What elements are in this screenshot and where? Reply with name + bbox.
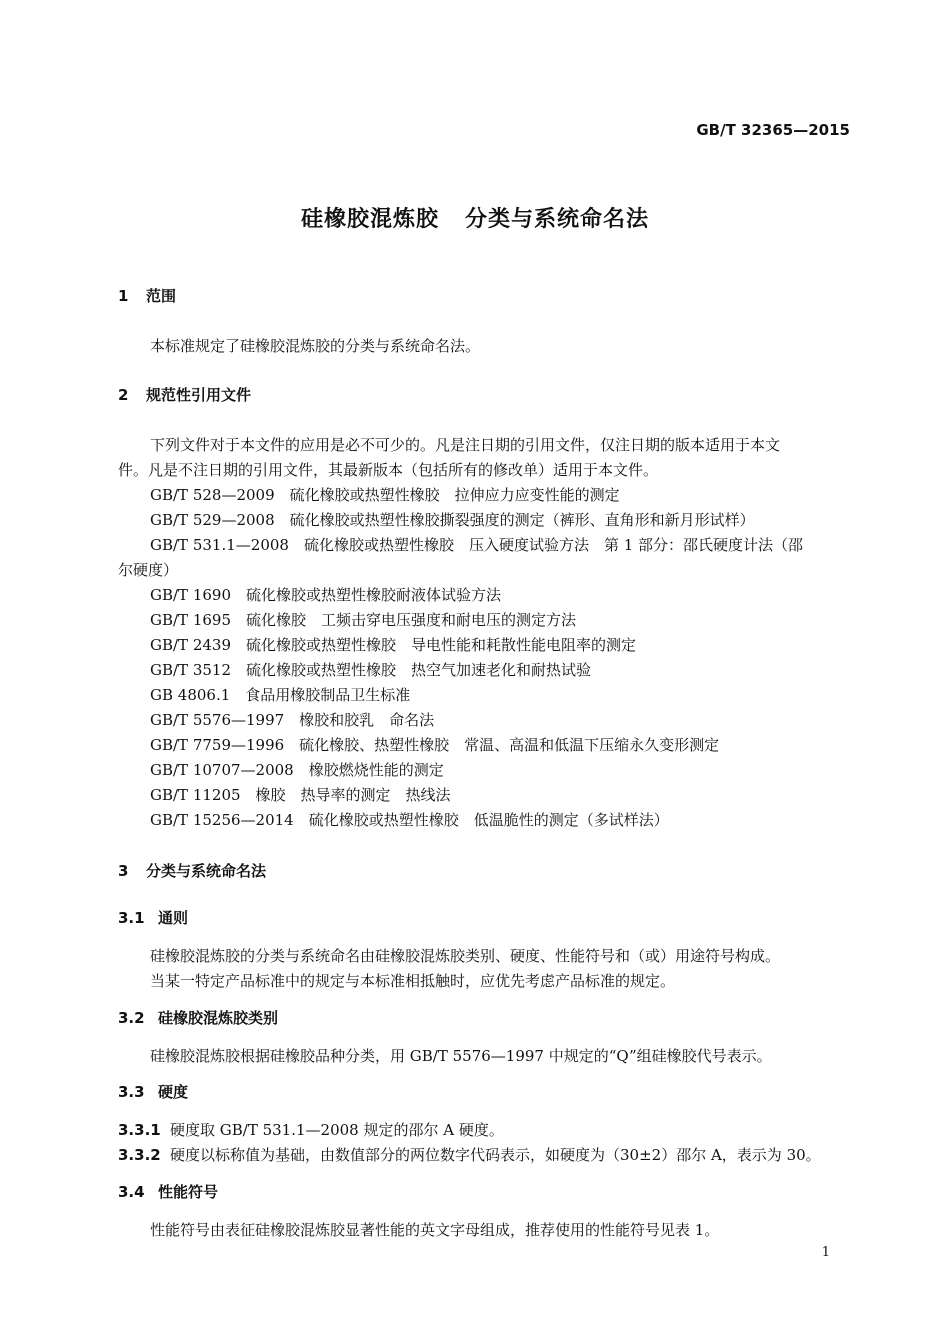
clause-3-3-2 (118, 1144, 821, 1165)
section-3-3-heading (118, 1081, 188, 1102)
section-2-intro-line2: 件。凡是不注日期的引用文件，其最新版本（包括所有的修改单）适用于本文件。 (118, 461, 659, 479)
section-3-2-title: 硅橡胶混炼胶类别 (158, 1009, 279, 1027)
reference-item: GB/T 7759—1996 硫化橡胶、热塑性橡胶 常温、高温和低温下压缩永久变形测定 (150, 736, 720, 754)
clause-3-3-1-number: 3.3.1 (118, 1121, 161, 1139)
reference-item-continuation: 尔硬度） (118, 561, 179, 579)
reference-item: GB/T 11205 橡胶 热导率的测定 热线法 (150, 786, 451, 804)
clause-3-3-2-number: 3.3.2 (118, 1146, 161, 1164)
standard-number: GB/T 32365—2015 (696, 121, 850, 139)
section-3-number: 3 (118, 862, 129, 880)
reference-item: GB/T 2439 硫化橡胶或热塑性橡胶 导电性能和耗散性能电阻率的测定 (150, 636, 637, 654)
reference-item: GB/T 531.1—2008 硫化橡胶或热塑性橡胶 压入硬度试验方法 第 1 部分：邵氏硬度计法（邵 (150, 536, 804, 554)
section-3-4-para1: 性能符号由表征硅橡胶混炼胶显著性能的英文字母组成，推荐使用的性能符号见表 1。 (150, 1221, 720, 1239)
clause-3-3-2-text: 硬度以标称值为基础，由数值部分的两位数字代码表示，如硬度为（30±2）邵尔 A，表示为 30。 (170, 1146, 821, 1164)
section-3-4-title: 性能符号 (158, 1183, 219, 1201)
section-1-number: 1 (118, 287, 129, 305)
section-3-2-para1: 硅橡胶混炼胶根据硅橡胶品种分类，用 GB/T 5576—1997 中规定的“Q”组硅橡胶代号表示。 (150, 1047, 772, 1065)
section-3-heading (118, 860, 266, 881)
section-3-1-para2: 当某一特定产品标准中的规定与本标准相抵触时，应优先考虑产品标准的规定。 (150, 972, 676, 990)
section-3-4-heading (118, 1181, 218, 1202)
reference-item: GB/T 3512 硫化橡胶或热塑性橡胶 热空气加速老化和耐热试验 (150, 661, 592, 679)
section-3-1-para1: 硅橡胶混炼胶的分类与系统命名由硅橡胶混炼胶类别、硬度、性能符号和（或）用途符号构成。 (150, 947, 781, 965)
section-1-text: 本标准规定了硅橡胶混炼胶的分类与系统命名法。 (150, 337, 481, 355)
section-1-heading (118, 285, 176, 306)
title-part2: 分类与系统命名法 (465, 207, 650, 232)
section-3-3-title: 硬度 (158, 1083, 189, 1101)
section-1-title: 范围 (146, 287, 177, 305)
reference-item: GB/T 15256—2014 硫化橡胶或热塑性橡胶 低温脆性的测定（多试样法） (150, 811, 669, 829)
reference-item: GB 4806.1 食品用橡胶制品卫生标准 (150, 686, 411, 704)
section-2-intro-line1: 下列文件对于本文件的应用是必不可少的。凡是注日期的引用文件，仅注日期的版本适用于本文 (150, 436, 781, 454)
reference-item: GB/T 528—2009 硫化橡胶或热塑性橡胶 拉伸应力应变性能的测定 (150, 486, 620, 504)
section-2-heading (118, 384, 251, 405)
section-3-3-number: 3.3 (118, 1083, 145, 1101)
reference-item: GB/T 5576—1997 橡胶和胶乳 命名法 (150, 711, 435, 729)
clause-3-3-1-text: 硬度取 GB/T 531.1—2008 规定的邵尔 A 硬度。 (170, 1121, 504, 1139)
section-3-1-heading (118, 907, 188, 928)
reference-item: GB/T 1690 硫化橡胶或热塑性橡胶耐液体试验方法 (150, 586, 502, 604)
section-3-1-title: 通则 (158, 909, 189, 927)
reference-item: GB/T 529—2008 硫化橡胶或热塑性橡胶撕裂强度的测定（裤形、直角形和新月形试样） (150, 511, 755, 529)
reference-item: GB/T 1695 硫化橡胶 工频击穿电压强度和耐电压的测定方法 (150, 611, 577, 629)
section-2-title: 规范性引用文件 (146, 386, 252, 404)
title-part1: 硅橡胶混炼胶 (300, 207, 439, 232)
section-3-1-number: 3.1 (118, 909, 145, 927)
section-3-2-number: 3.2 (118, 1009, 145, 1027)
section-3-4-number: 3.4 (118, 1183, 145, 1201)
clause-3-3-1 (118, 1119, 504, 1140)
section-3-title: 分类与系统命名法 (146, 862, 267, 880)
page-title (0, 202, 950, 233)
page-number: 1 (821, 1245, 830, 1260)
section-2-number: 2 (118, 386, 129, 404)
section-3-2-heading (118, 1007, 278, 1028)
reference-item: GB/T 10707—2008 橡胶燃烧性能的测定 (150, 761, 444, 779)
